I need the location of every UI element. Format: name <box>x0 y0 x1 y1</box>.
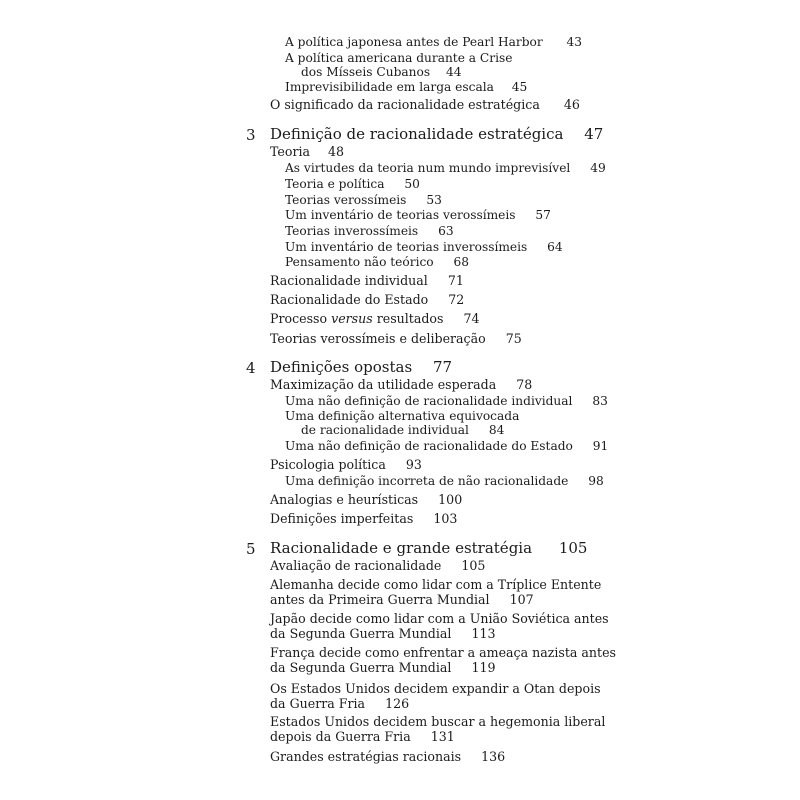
toc-entry <box>285 410 519 422</box>
toc-section <box>270 560 485 573</box>
chapter-heading <box>246 541 256 557</box>
toc-section <box>270 99 580 112</box>
entry-page-number: 64 <box>547 240 563 254</box>
chapter-heading <box>246 360 256 376</box>
toc-section <box>270 683 601 696</box>
section-page-number: 103 <box>433 511 458 526</box>
entry-title: Uma não definição de racionalidade individual <box>285 394 573 408</box>
entry-page-number: 43 <box>566 35 583 49</box>
entry-page-number: 53 <box>426 193 442 207</box>
toc-section <box>270 459 422 472</box>
entry-title: A política americana durante a Crise <box>285 51 513 65</box>
section-title: Alemanha decide como lidar com a Tríplice Entente <box>270 577 602 592</box>
toc-section <box>270 275 464 288</box>
section-page-number: 100 <box>438 492 463 507</box>
toc-section <box>270 579 601 592</box>
section-page-number: 48 <box>328 144 345 159</box>
section-title: resultados <box>372 311 444 326</box>
section-title: Teoria <box>270 144 311 159</box>
section-title: antes da Primeira Guerra Mundial <box>270 592 490 607</box>
entry-page-number: 63 <box>438 224 454 238</box>
section-title: da Segunda Guerra Mundial <box>270 626 452 641</box>
toc-section-continuation <box>270 698 409 711</box>
section-title: Estados Unidos decidem buscar a hegemonia liberal <box>270 714 606 729</box>
entry-title: Uma definição alternativa equivocada <box>285 409 520 423</box>
toc-section <box>270 333 522 346</box>
chapter-number: 5 <box>246 540 256 558</box>
entry-title: Um inventário de teorias verossímeis <box>285 208 516 222</box>
toc-entry-continuation <box>301 66 461 78</box>
chapter-heading <box>246 127 256 143</box>
entry-page-number: 98 <box>588 474 604 488</box>
section-title: da Guerra Fria <box>270 696 366 711</box>
section-title: da Segunda Guerra Mundial <box>270 660 452 675</box>
section-title: Grandes estratégias racionais <box>270 749 462 764</box>
entry-page-number: 45 <box>511 80 528 94</box>
section-page-number: 113 <box>471 626 496 641</box>
section-title: Analogias e heurísticas <box>270 492 419 507</box>
entry-title: Teorias verossímeis <box>285 193 407 207</box>
section-title: O significado da racionalidade estratégica <box>270 97 540 112</box>
entry-title: Um inventário de teorias inverossímeis <box>285 240 528 254</box>
toc-section-continuation <box>270 594 534 607</box>
toc-entry <box>285 81 527 93</box>
chapter-title: Definições opostas <box>270 358 413 376</box>
entry-page-number: 68 <box>453 255 470 269</box>
section-title: França decide como enfrentar a ameaça nazista antes <box>270 645 617 660</box>
toc-section <box>270 716 605 729</box>
toc-section <box>270 647 616 660</box>
entry-title: Pensamento não teórico <box>285 255 434 269</box>
entry-title: dos Mísseis Cubanos <box>301 65 431 79</box>
toc-entry <box>285 241 563 253</box>
chapter-number: 4 <box>246 359 256 377</box>
toc-entry <box>285 36 582 48</box>
toc-entry <box>285 52 512 64</box>
section-page-number: 93 <box>405 457 422 472</box>
entry-title: Uma não definição de racionalidade do Estado <box>285 439 573 453</box>
toc-section <box>270 294 464 307</box>
toc-entry <box>285 475 604 487</box>
section-title: Avaliação de racionalidade <box>270 558 442 573</box>
section-title: Psicologia política <box>270 457 386 472</box>
section-title: Os Estados Unidos decidem expandir a Otan depois <box>270 681 601 696</box>
section-title: Racionalidade do Estado <box>270 292 429 307</box>
section-page-number: 46 <box>563 97 580 112</box>
section-title: Maximização da utilidade esperada <box>270 377 497 392</box>
toc-section <box>270 513 457 526</box>
chapter-title: Racionalidade e grande estratégia <box>270 539 533 557</box>
toc-entry <box>285 194 442 206</box>
toc-entry-continuation <box>301 424 504 436</box>
entry-title: Teoria e política <box>285 177 385 191</box>
section-page-number: 105 <box>461 558 486 573</box>
toc-entry <box>285 256 469 268</box>
chapter-title-line <box>270 360 452 375</box>
entry-title: Uma definição incorreta de não racionalidade <box>285 474 569 488</box>
chapter-title-line <box>270 127 603 142</box>
section-title: Processo <box>270 311 332 326</box>
chapter-page-number: 77 <box>432 358 453 376</box>
section-page-number: 71 <box>447 273 464 288</box>
section-page-number: 78 <box>516 377 533 392</box>
entry-page-number: 44 <box>445 65 462 79</box>
entry-page-number: 49 <box>590 161 606 175</box>
section-page-number: 126 <box>385 696 410 711</box>
entry-title: Imprevisibilidade em larga escala <box>285 80 494 94</box>
section-title-italic: versus <box>331 311 373 326</box>
toc-section <box>270 613 609 626</box>
section-title: Definições imperfeitas <box>270 511 414 526</box>
entry-page-number: 57 <box>535 208 551 222</box>
toc-entry <box>285 440 608 452</box>
toc-section-continuation <box>270 628 496 641</box>
entry-title: Teorias inverossímeis <box>285 224 419 238</box>
section-title: Teorias verossímeis e deliberação <box>270 331 486 346</box>
entry-page-number: 50 <box>404 177 420 191</box>
toc-entry <box>285 178 420 190</box>
toc-section <box>270 313 480 326</box>
section-page-number: 119 <box>471 660 496 675</box>
chapter-title: Definição de racionalidade estratégica <box>270 125 564 143</box>
entry-title: A política japonesa antes de Pearl Harbor <box>285 35 543 49</box>
section-page-number: 74 <box>463 311 480 326</box>
section-page-number: 107 <box>509 592 534 607</box>
toc-section <box>270 751 505 764</box>
toc-entry <box>285 395 608 407</box>
section-page-number: 72 <box>448 292 465 307</box>
entry-page-number: 91 <box>592 439 609 453</box>
entry-title: As virtudes da teoria num mundo imprevisível <box>285 161 571 175</box>
toc-entry <box>285 209 551 221</box>
toc-entry <box>285 225 454 237</box>
entry-page-number: 84 <box>488 423 505 437</box>
entry-page-number: 83 <box>592 394 608 408</box>
toc-entry <box>285 162 606 174</box>
section-title: Racionalidade individual <box>270 273 428 288</box>
section-page-number: 136 <box>481 749 506 764</box>
chapter-number: 3 <box>246 126 256 144</box>
toc-section <box>270 379 532 392</box>
toc-section <box>270 146 344 159</box>
toc-section-continuation <box>270 731 455 744</box>
section-title: Japão decide como lidar com a União Soviética antes <box>270 611 609 626</box>
entry-title: de racionalidade individual <box>301 423 469 437</box>
toc-section <box>270 494 462 507</box>
section-page-number: 75 <box>505 331 522 346</box>
chapter-page-number: 105 <box>558 539 588 557</box>
section-page-number: 131 <box>430 729 455 744</box>
chapter-page-number: 47 <box>584 125 604 143</box>
toc-section-continuation <box>270 662 496 675</box>
chapter-title-line <box>270 541 587 556</box>
section-title: depois da Guerra Fria <box>270 729 411 744</box>
